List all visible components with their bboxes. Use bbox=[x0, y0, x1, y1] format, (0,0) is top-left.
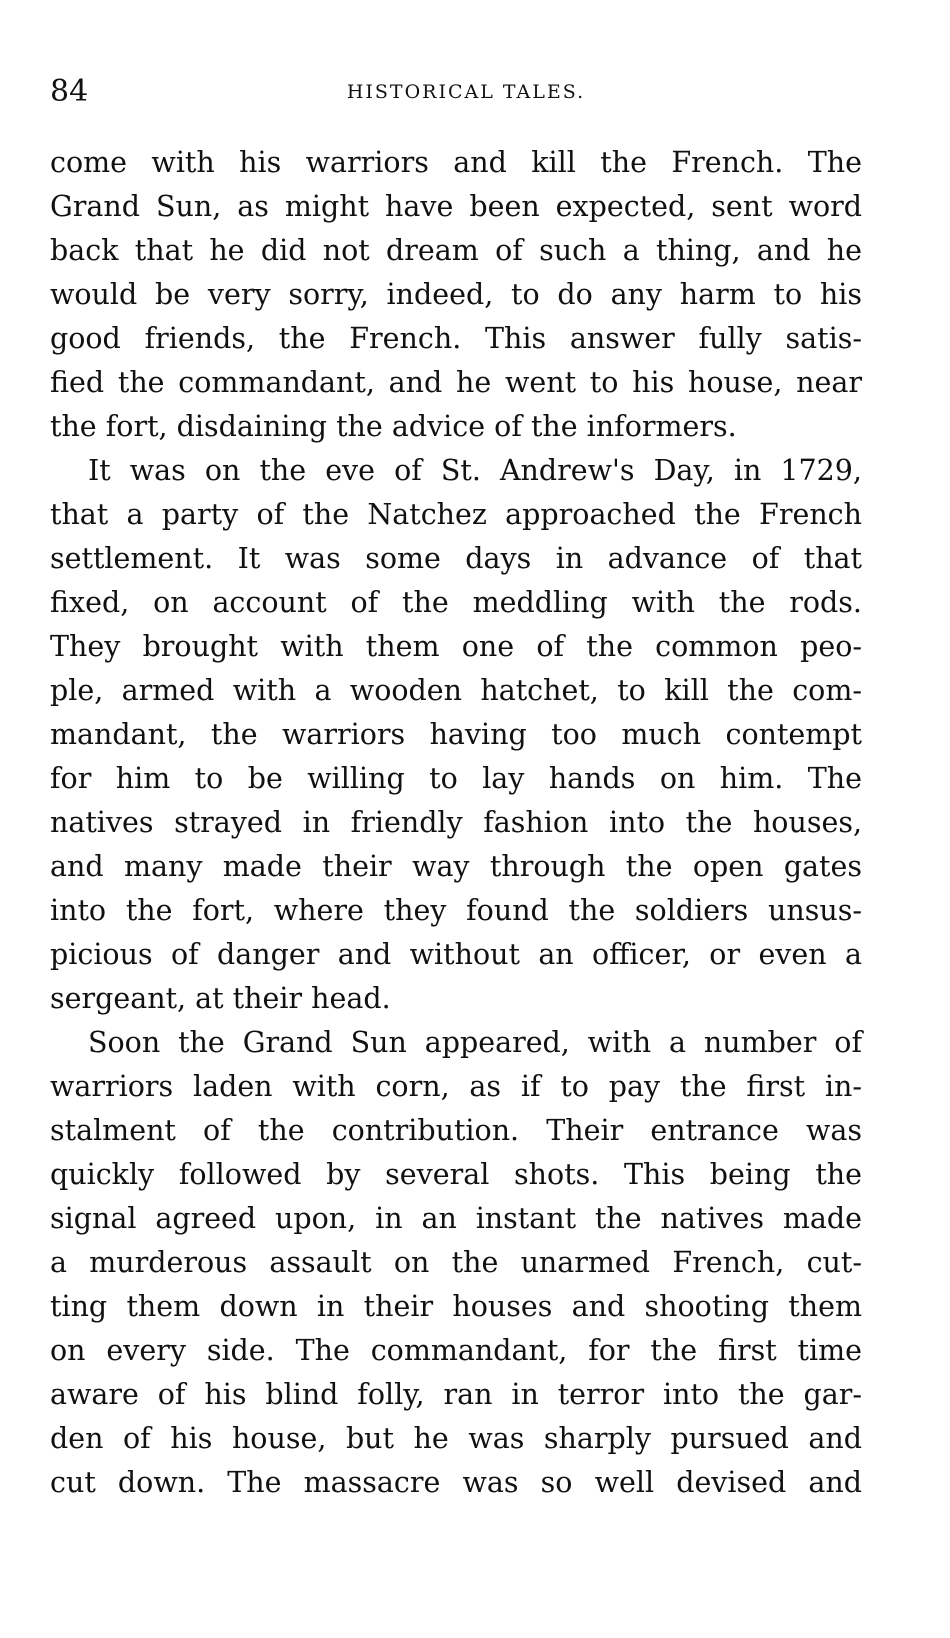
text-line: aware of his blind folly, ran in terror into the gar- bbox=[50, 1378, 862, 1411]
text-line: a murderous assault on the unarmed French, cut- bbox=[50, 1246, 862, 1279]
text-line: natives strayed in friendly fashion into the houses, bbox=[50, 806, 862, 839]
body-text bbox=[50, 141, 862, 1505]
text-line: come with his warriors and kill the French. The bbox=[50, 146, 862, 179]
text-line: signal agreed upon, in an instant the natives made bbox=[50, 1202, 862, 1235]
text-line: It was on the eve of St. Andrew's Day, in 1729, bbox=[88, 454, 862, 487]
running-head: HISTORICAL TALES. bbox=[346, 81, 586, 103]
text-line: fixed, on account of the meddling with the rods. bbox=[50, 586, 862, 619]
page-number: 84 bbox=[50, 74, 89, 109]
text-line: for him to be willing to lay hands on him. The bbox=[50, 762, 862, 795]
text-line: Grand Sun, as might have been expected, sent word bbox=[50, 190, 862, 223]
text-line: into the fort, where they found the soldiers unsus- bbox=[50, 894, 862, 927]
text-line: picious of danger and without an officer, or even a bbox=[50, 938, 862, 971]
text-line: sergeant, at their head. bbox=[50, 982, 391, 1015]
text-line: would be very sorry, indeed, to do any harm to his bbox=[50, 278, 862, 311]
text-line: and many made their way through the open gates bbox=[50, 850, 862, 883]
page-header bbox=[50, 72, 862, 112]
text-line: mandant, the warriors having too much contempt bbox=[50, 718, 862, 751]
text-line: on every side. The commandant, for the first time bbox=[50, 1334, 862, 1367]
text-line: Soon the Grand Sun appeared, with a number of bbox=[88, 1026, 862, 1059]
text-line: ple, armed with a wooden hatchet, to kill the com- bbox=[50, 674, 862, 707]
text-line: fied the commandant, and he went to his house, near bbox=[50, 366, 862, 399]
text-line: back that he did not dream of such a thing, and he bbox=[50, 234, 862, 267]
text-line: the fort, disdaining the advice of the informers. bbox=[50, 410, 737, 443]
text-line: cut down. The massacre was so well devised and bbox=[50, 1466, 862, 1499]
text-line: den of his house, but he was sharply pursued and bbox=[50, 1422, 862, 1455]
text-line: settlement. It was some days in advance of that bbox=[50, 542, 862, 575]
text-line: good friends, the French. This answer fully satis- bbox=[50, 322, 862, 355]
text-line: stalment of the contribution. Their entrance was bbox=[50, 1114, 862, 1147]
text-line: warriors laden with corn, as if to pay the first in- bbox=[50, 1070, 862, 1103]
text-line: that a party of the Natchez approached the French bbox=[50, 498, 862, 531]
text-line: They brought with them one of the common peo- bbox=[50, 630, 862, 663]
text-line: quickly followed by several shots. This being the bbox=[50, 1158, 862, 1191]
text-line: ting them down in their houses and shooting them bbox=[50, 1290, 862, 1323]
